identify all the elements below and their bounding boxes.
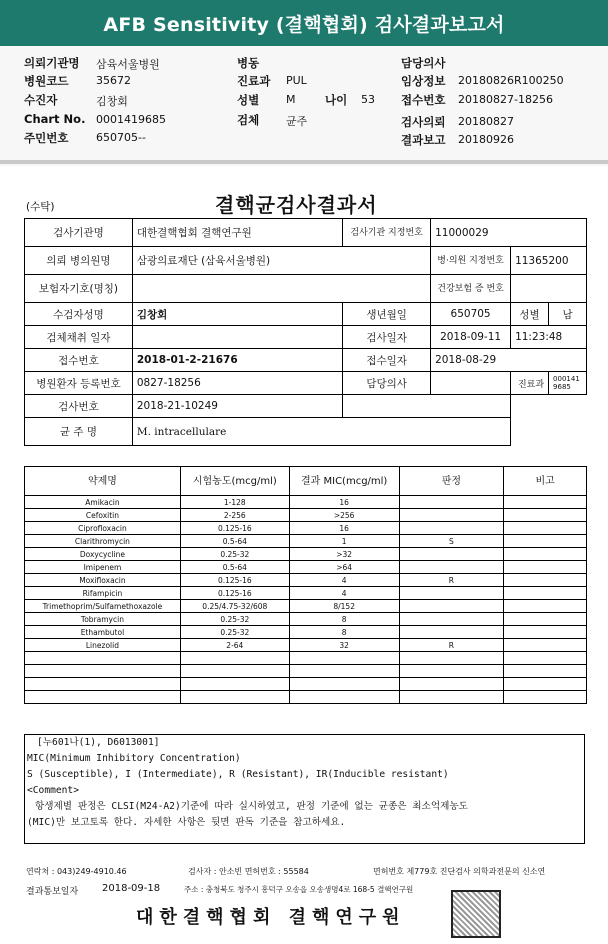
- test-no-empty: [511, 395, 587, 418]
- drug-cell: [504, 652, 587, 665]
- drug-cell: [180, 665, 289, 678]
- drug-row: [25, 496, 587, 509]
- drug-cell: 0.5-64: [180, 561, 289, 574]
- drug-cell: [399, 665, 504, 678]
- drug-cell: [399, 613, 504, 626]
- drug-header-note: 비고: [504, 467, 587, 496]
- drug-row: [25, 509, 587, 522]
- drug-row: [25, 600, 587, 613]
- hospital-code-label: 병원코드: [24, 74, 69, 88]
- comment-code: [누601나(1), D6013001]: [37, 737, 160, 748]
- sex-value: M: [286, 93, 296, 106]
- insurance-value: [132, 275, 430, 303]
- drug-cell: [399, 600, 504, 613]
- drug-cell: [25, 652, 181, 665]
- drug-cell: 0.25-32: [180, 548, 289, 561]
- request-value: 20180827: [458, 115, 514, 128]
- drug-cell: 0.125-16: [180, 587, 289, 600]
- drug-header-name: 약제명: [25, 467, 181, 496]
- drug-cell: [504, 535, 587, 548]
- drug-cell: [180, 691, 289, 704]
- drug-row: [25, 574, 587, 587]
- drug-cell: [504, 691, 587, 704]
- footer-license: 면허번호 제779호 진단검사 의학과전문의 신소연: [373, 867, 546, 876]
- drug-cell: 1: [289, 535, 399, 548]
- chart-label: Chart No.: [24, 112, 86, 126]
- drug-cell: 16: [289, 522, 399, 535]
- drug-row: [25, 639, 587, 652]
- drug-cell: Moxifloxacin: [25, 574, 181, 587]
- section-divider: [0, 160, 608, 164]
- drug-cell: [504, 587, 587, 600]
- drug-cell: [504, 548, 587, 561]
- patient-name-value: 김창회: [132, 303, 342, 326]
- drug-row: [25, 691, 587, 704]
- drug-cell: 1-128: [180, 496, 289, 509]
- collect-label: 검체채취 일자: [25, 326, 133, 349]
- patient-label: 수진자: [24, 93, 58, 107]
- banner-title: AFB Sensitivity (결핵협회) 검사결과보고서: [103, 13, 505, 36]
- receipt-no-value: 2018-01-2-21676: [132, 349, 342, 372]
- result-value: 20180926: [458, 133, 514, 146]
- info-table: [24, 218, 587, 446]
- drug-cell: [399, 587, 504, 600]
- receipt-label: 접수번호: [401, 93, 446, 107]
- req-hosp-label: 의뢰 병의원명: [25, 247, 133, 275]
- report-sex-label: 성별: [511, 303, 549, 326]
- drug-cell: [504, 496, 587, 509]
- doctor-label: 담당의사: [401, 56, 446, 70]
- drug-cell: Tobramycin: [25, 613, 181, 626]
- clinical-value: 20180826R100250: [458, 74, 564, 87]
- comment-mic: MIC(Minimum Inhibitory Concentration): [27, 753, 241, 764]
- drug-row: [25, 587, 587, 600]
- report-sex-value: 남: [549, 303, 587, 326]
- sex-label: 성별: [237, 93, 260, 107]
- footer-examiner: 검사자 : 안소빈 면허번호 : 55584: [188, 867, 309, 876]
- drug-row: [25, 626, 587, 639]
- drug-cell: 0.125-16: [180, 522, 289, 535]
- drug-row: [25, 613, 587, 626]
- drug-cell: 8: [289, 613, 399, 626]
- drug-cell: >32: [289, 548, 399, 561]
- report-title: 결핵균검사결과서: [215, 193, 378, 217]
- lab-name-label: 검사기관명: [25, 219, 133, 247]
- specimen-label: 검체: [237, 113, 260, 127]
- drug-cell: 0.25/4.75-32/608: [180, 600, 289, 613]
- patient-header: [0, 48, 608, 160]
- chart-value: 0001419685: [96, 113, 166, 126]
- specimen-value: 균주: [286, 115, 308, 128]
- drug-cell: [504, 574, 587, 587]
- comment-text-1: 항생제별 판정은 CLSI(M24-A2)기준에 따라 실시하였고, 판정 기준에 없는 균종은 최소억제농도: [35, 801, 468, 812]
- request-label: 검사의뢰: [401, 115, 446, 129]
- drug-cell: 0.25-32: [180, 613, 289, 626]
- checkup-label: 건강보험 증 번호: [431, 275, 511, 303]
- drug-cell: Amikacin: [25, 496, 181, 509]
- drug-table-body: [25, 496, 587, 704]
- drug-cell: [504, 613, 587, 626]
- drug-cell: 4: [289, 587, 399, 600]
- lab-name-value: 대한결핵협회 결핵연구원: [132, 219, 342, 247]
- collect-value: [132, 326, 342, 349]
- drug-cell: [180, 652, 289, 665]
- footer-org: 대한결핵협회 결핵연구원: [136, 907, 406, 928]
- drug-cell: [504, 678, 587, 691]
- drug-cell: [289, 691, 399, 704]
- hosp-reg-label: 병원환자 등록번호: [25, 372, 133, 395]
- drug-cell: Rifampicin: [25, 587, 181, 600]
- patient-value: 김창회: [96, 95, 128, 108]
- drug-cell: 8: [289, 626, 399, 639]
- result-label: 결과보고: [401, 133, 446, 147]
- report-doctor-value: [431, 372, 511, 395]
- age-label: 나이: [325, 93, 348, 107]
- checkup-value: [511, 275, 587, 303]
- rrn-label: 주민번호: [24, 131, 69, 145]
- drug-cell: S: [399, 535, 504, 548]
- drug-cell: 0.25-32: [180, 626, 289, 639]
- insurance-label: 보험자기호(명칭): [25, 275, 133, 303]
- receipt-value: 20180827-18256: [458, 93, 553, 106]
- drug-cell: 8/152: [289, 600, 399, 613]
- drug-cell: [289, 665, 399, 678]
- drug-cell: [399, 496, 504, 509]
- drug-cell: [399, 691, 504, 704]
- receipt-date-label: 접수일자: [343, 349, 431, 372]
- drug-cell: [180, 678, 289, 691]
- test-no-label: 검사번호: [25, 395, 133, 418]
- comment-box: [24, 734, 585, 844]
- strain-label: 균 주 명: [25, 418, 133, 446]
- drug-table: [24, 466, 587, 704]
- facility-value: 삼육서울병원: [96, 58, 160, 71]
- rrn-value: 650705--: [96, 131, 146, 144]
- drug-cell: [399, 652, 504, 665]
- birth-label: 생년월일: [343, 303, 431, 326]
- drug-cell: Trimethoprim/Sulfamethoxazole: [25, 600, 181, 613]
- drug-cell: >64: [289, 561, 399, 574]
- drug-cell: 4: [289, 574, 399, 587]
- drug-cell: Clarithromycin: [25, 535, 181, 548]
- drug-cell: 0.125-16: [180, 574, 289, 587]
- test-no-blank: [343, 395, 511, 418]
- drug-cell: Ciprofloxacin: [25, 522, 181, 535]
- drug-cell: [504, 600, 587, 613]
- drug-cell: R: [399, 639, 504, 652]
- drug-cell: [289, 652, 399, 665]
- drug-cell: [25, 678, 181, 691]
- official-seal: [451, 890, 501, 938]
- test-date-value: 2018-09-11: [431, 326, 511, 349]
- drug-row: [25, 522, 587, 535]
- report-dept-value: 0001419685: [549, 372, 587, 395]
- strain-value: M. intracellulare: [132, 418, 510, 446]
- drug-cell: [504, 522, 587, 535]
- receipt-no-label: 접수번호: [25, 349, 133, 372]
- drug-cell: >256: [289, 509, 399, 522]
- clinical-label: 임상정보: [401, 74, 446, 88]
- clinic-desig-label: 병·의원 지정번호: [431, 247, 511, 275]
- test-no-value: 2018-21-10249: [132, 395, 342, 418]
- lab-desig-label: 검사기관 지정번호: [343, 219, 431, 247]
- drug-cell: [504, 626, 587, 639]
- drug-cell: [399, 678, 504, 691]
- footer-report-date-label: 결과통보일자: [26, 887, 79, 897]
- report-dept-label: 진료과: [511, 372, 549, 395]
- ward-label: 병동: [237, 56, 260, 70]
- drug-row: [25, 548, 587, 561]
- drug-row: [25, 678, 587, 691]
- patient-name-label: 수검자성명: [25, 303, 133, 326]
- age-value: 53: [361, 93, 375, 106]
- drug-cell: [25, 665, 181, 678]
- drug-cell: 16: [289, 496, 399, 509]
- comment-legend: S (Susceptible), I (Intermediate), R (Resistant), IR(Inducible resistant): [27, 769, 449, 780]
- drug-header-mic: 결과 MIC(mcg/ml): [289, 467, 399, 496]
- drug-cell: [25, 691, 181, 704]
- dept-value: PUL: [286, 74, 307, 87]
- drug-cell: [399, 626, 504, 639]
- hosp-reg-value: 0827-18256: [132, 372, 342, 395]
- req-hosp-value: 삼광의료재단 (삼육서울병원): [132, 247, 430, 275]
- drug-cell: [504, 561, 587, 574]
- drug-cell: Cefoxitin: [25, 509, 181, 522]
- drug-cell: [399, 561, 504, 574]
- comment-text-2: (MIC)만 보고토록 한다. 자세한 사항은 뒷면 판독 기준을 참고하세요.: [27, 817, 346, 828]
- facility-label: 의뢰기관명: [24, 56, 80, 70]
- drug-header-range: 시험농도(mcg/ml): [180, 467, 289, 496]
- drug-row: [25, 652, 587, 665]
- test-date-label: 검사일자: [343, 326, 431, 349]
- report-tag: (수탁): [26, 201, 55, 213]
- lab-desig-value: 11000029: [431, 219, 587, 247]
- strain-empty: [511, 418, 587, 446]
- drug-cell: [399, 522, 504, 535]
- footer-address: 주소 : 충청북도 청주시 흥덕구 오송읍 오송생명4로 168-5 결핵연구원: [184, 885, 414, 894]
- hospital-code-value: 35672: [96, 74, 131, 87]
- drug-row: [25, 535, 587, 548]
- drug-row: [25, 561, 587, 574]
- report-banner: [0, 0, 608, 46]
- drug-cell: R: [399, 574, 504, 587]
- drug-cell: [504, 639, 587, 652]
- drug-cell: [289, 678, 399, 691]
- drug-row: [25, 665, 587, 678]
- drug-cell: Doxycycline: [25, 548, 181, 561]
- birth-value: 650705: [431, 303, 511, 326]
- clinic-desig-value: 11365200: [511, 247, 587, 275]
- drug-cell: [399, 548, 504, 561]
- drug-cell: [504, 509, 587, 522]
- receipt-date-value: 2018-08-29: [431, 349, 587, 372]
- footer-contact: 연락처 : 043)249-4910.46: [26, 867, 127, 876]
- dept-label: 진료과: [237, 74, 271, 88]
- drug-header-interp: 판정: [399, 467, 504, 496]
- drug-cell: Linezolid: [25, 639, 181, 652]
- drug-cell: 2-64: [180, 639, 289, 652]
- drug-cell: [399, 509, 504, 522]
- drug-cell: 2-256: [180, 509, 289, 522]
- drug-cell: Ethambutol: [25, 626, 181, 639]
- footer-report-date: 2018-09-18: [102, 883, 161, 894]
- comment-heading: <Comment>: [27, 785, 79, 796]
- drug-cell: Imipenem: [25, 561, 181, 574]
- report-doctor-label: 담당의사: [343, 372, 431, 395]
- test-time-value: 11:23:48: [511, 326, 587, 349]
- drug-cell: 0.5-64: [180, 535, 289, 548]
- drug-cell: [504, 665, 587, 678]
- drug-cell: 32: [289, 639, 399, 652]
